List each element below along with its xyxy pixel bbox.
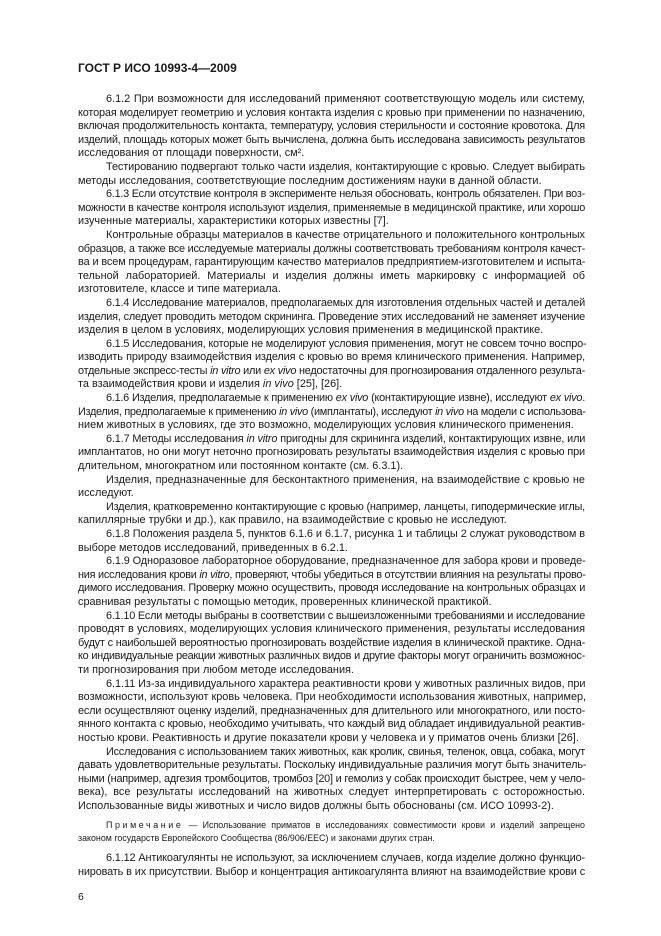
text-line [78, 147, 585, 161]
italic-term: ex vivo [335, 392, 369, 405]
paragraph [78, 297, 585, 338]
text-line [78, 474, 585, 488]
text-line [78, 746, 585, 760]
text-line [78, 460, 585, 474]
text-line [78, 188, 585, 202]
document-header-title: ГОСТ Р ИСО 10993-4—2009 [78, 61, 237, 75]
text-run: образцов, а также все исследуемые материалы должны соответствовать требованиям контроля качест- [78, 242, 585, 255]
text-run: 6.1.7 Методы исследования [106, 432, 247, 445]
text-line [78, 691, 585, 705]
paragraph [78, 746, 585, 814]
text-line [78, 311, 585, 325]
text-line [78, 637, 585, 651]
text-line [78, 623, 585, 637]
text-line [78, 759, 585, 773]
text-line [78, 528, 585, 542]
text-line [78, 365, 585, 379]
italic-term: in vivo [279, 405, 308, 418]
text-line [78, 419, 585, 433]
text-run: та взаимодействия крови и изделия [78, 378, 263, 391]
paragraph [78, 188, 585, 229]
text-line [78, 678, 585, 692]
text-run: длительном, многократном или постоянном контакте (см. 6.3.1). [78, 460, 404, 473]
paragraph [78, 610, 585, 678]
text-run: изученные материалы, характеристики которых известны [7]. [78, 215, 389, 228]
body-text-continued [78, 852, 585, 879]
text-run: Использованные виды животных и число видов должны быть обоснованы (см. ИСО 10993-2). [78, 799, 554, 812]
text-run: ко индивидуальные реакции животных различных видов и другие факторы могут ограничить возможнос- [78, 650, 585, 663]
text-run: которая моделирует геометрию и условия контакта изделия с кровью при применении по назначению, [78, 106, 585, 119]
text-line [78, 718, 585, 732]
text-line [78, 773, 585, 787]
text-line [78, 650, 585, 664]
text-run: проводят в условиях, моделирующих условия клинического применения, результаты исследования [78, 623, 585, 636]
text-run: димого исследования. Проверку можно осуществить, проводя исследование на контрольных образцах и [78, 582, 585, 595]
note-text: законом государств Европейского Сообщества (86/906/EEC) и законами других стран. [78, 833, 435, 843]
text-run: 6.1.6 Изделия, предполагаемые к применению [106, 392, 336, 405]
text-line [78, 351, 585, 365]
paragraph [78, 555, 585, 609]
text-run: [25], [26]. [293, 378, 343, 391]
text-run: нием животных в условиях, где это возможно, моделирующих условия клинического применения. [78, 419, 574, 432]
paragraph [78, 474, 585, 501]
text-line [78, 664, 585, 678]
text-run: изделия в целом в условиях, моделирующих условия применения в медицинской практике. [78, 324, 544, 337]
text-line [78, 283, 585, 297]
paragraph [78, 338, 585, 392]
italic-term: in vitro [199, 568, 230, 581]
paragraph [78, 852, 585, 879]
text-line [78, 433, 585, 447]
note-text: — Использование приматов в исследованиях совместимости крови и изделий запрещено [183, 820, 585, 830]
note [78, 819, 585, 845]
text-run: давать удовлетворительные результаты. Поскольку индивидуальные различия могут быть значитель- [78, 759, 587, 772]
text-line [78, 852, 585, 866]
text-run: на модели с использова- [463, 405, 586, 418]
text-run: (имплантаты), исследуют [307, 405, 436, 418]
paragraph [78, 433, 585, 474]
text-line [78, 107, 585, 121]
text-line [78, 596, 585, 610]
text-line [78, 392, 585, 406]
text-run: Изделия, кратковременно контактирующие с кровью (например, ланцеты, гиподермические иглы, [106, 500, 585, 513]
text-line [78, 610, 585, 624]
text-line [78, 229, 585, 243]
text-line [78, 501, 585, 515]
text-run: можности в качестве контроля используют изделия, применяемые в медицинской практике, или хорошо [78, 201, 585, 214]
paragraph [78, 161, 585, 188]
text-line [78, 202, 585, 216]
italic-term: in vitro [210, 364, 241, 377]
text-run: (контактирующие извне), исследуют [368, 392, 550, 405]
text-run: Контрольные образцы материалов в качестве отрицательного и положительного контрольных [106, 228, 585, 241]
note-label: Примечание [106, 820, 184, 830]
text-run: 6.1.4 Исследование материалов, предполагаемых для изготовления отдельных частей и деталей [106, 296, 585, 309]
text-run: Тестированию подвергают только части изделия, контактирующие с кровью. Следует выбирать [106, 160, 585, 173]
text-line [78, 297, 585, 311]
text-run: пригодны для скрининга изделий, контактирующих извне, или [277, 432, 586, 445]
text-run: сравнивая результаты с помощью методик, проверенных клинической практикой. [78, 595, 492, 608]
text-run: ния исследования крови [78, 568, 200, 581]
note-line [78, 832, 585, 845]
text-run: изводить природу взаимодействия изделия с кровью во время клинического применения. Например, [78, 351, 585, 364]
text-run: недостаточны для прогнозирования отдаленного результа- [296, 364, 585, 377]
text-line [78, 270, 585, 284]
text-run: 6.1.3 Если отсутствие контроля в эксперименте нельзя обосновать, контроль обязателен. При воз- [106, 188, 585, 201]
text-run: . [582, 392, 585, 405]
text-line [78, 487, 585, 501]
text-run: 6.1.10 Если методы выбраны в соответствии с вышеизложенными требованиями и исследование [106, 609, 585, 622]
text-line [78, 786, 585, 800]
text-run: ва и всем процедурам, гарантирующим качество материалов предприятием-изготовителем и испыта- [78, 256, 586, 269]
text-line [78, 446, 585, 460]
text-run: изготовителе, классе и типе материала. [78, 283, 281, 296]
text-run: изделия, следует проводить методом скрининга. Проведение этих исследований не заменяет изучение [78, 310, 585, 323]
text-line [78, 866, 585, 880]
italic-term: ex vivo [263, 364, 297, 377]
text-run: Изделия, предназначенные для бесконтактного применения, на взаимодействие с кровью не [106, 473, 585, 486]
text-run: века), все результаты исследований на животных следует интерпретировать с осторожностью. [78, 786, 585, 799]
text-run: исследования от площади поверхности, см². [78, 147, 305, 160]
text-line [78, 175, 585, 189]
italic-term: in vitro [246, 432, 278, 445]
text-line [78, 406, 585, 420]
text-line [78, 705, 585, 719]
text-run: или [240, 364, 264, 377]
text-run: исследуют. [78, 487, 134, 500]
text-run: изделий, площадь которых может быть вычислена, должна быть исследована зависимость результатов [78, 133, 585, 146]
text-line [78, 514, 585, 528]
text-run: выборе методов исследований, приведенных в 6.2.1. [78, 541, 348, 554]
text-line [78, 93, 585, 107]
text-run: ными (например, адгезия тромбоцитов, тромбоз [20] и гемолиз у собак происходит быстрее, чем у чело- [78, 772, 585, 785]
paragraph [78, 678, 585, 746]
text-run: Исследования с использованием таких животных, как кролик, свинья, теленок, овца, собака, могут [106, 745, 585, 758]
page-number: 6 [78, 891, 84, 903]
text-run: 6.1.11 Из-за индивидуального характера реактивности крови у животных различных видов, при [106, 677, 586, 690]
text-run: 6.1.2 При возможности для исследований применяют соответствующую модель или систему, [106, 93, 585, 105]
text-run: янного контакта с кровью, необходимо учитывать, что каждый вид обладает индивидуальной реактив- [78, 718, 585, 731]
text-run: включая продолжительность контакта, температуру, условия стерильности и состояние кровотока. Для [78, 120, 585, 133]
text-line [78, 542, 585, 556]
text-line [78, 120, 585, 134]
text-line [78, 243, 585, 257]
text-run: Изделия, предполагаемые к применению [78, 405, 280, 418]
text-line [78, 161, 585, 175]
text-run: 6.1.5 Исследования, которые не моделируют условия применения, могут не совсем точно воспро- [106, 337, 587, 350]
text-line [78, 555, 585, 569]
italic-term: in vivo [435, 405, 464, 418]
text-run: 6.1.8 Положения раздела 5, пунктов 6.1.6 и 6.1.7, рисунка 1 и таблицы 2 служат руководством в [106, 528, 585, 540]
text-run: капиллярные трубки и др.), как правило, на взаимодействие с кровью не исследуют. [78, 514, 507, 527]
italic-term: in vivo [262, 378, 294, 391]
text-run: имплантатов, но они могут неточно прогнозировать результаты взаимодействия изделия с кровью при [78, 446, 585, 459]
text-line [78, 324, 585, 338]
paragraph [78, 528, 585, 555]
text-run: возможности, используют кровь человека. При необходимости использования животных, например, [78, 691, 587, 704]
text-line [78, 800, 585, 814]
body-text [78, 93, 585, 813]
text-line [78, 732, 585, 746]
text-run: отдельные экспресс-тесты [78, 364, 211, 377]
text-run: , проверяют, чтобы убедиться в отсутствии влияния на результаты прово- [229, 568, 586, 581]
paragraph [78, 392, 585, 433]
text-line [78, 569, 585, 583]
text-line [78, 256, 585, 270]
text-run: ностью крови. Реактивность и другие показатели крови у человека и у приматов очень близки [26]. [78, 731, 579, 744]
text-run: 6.1.9 Одноразовое лабораторное оборудование, предназначенное для забора крови и проведе- [106, 555, 586, 568]
paragraph [78, 229, 585, 297]
text-run: нировать в их присутствии. Выбор и концентрация антикоагулянта влияют на взаимодействие крови с [78, 865, 585, 878]
text-line [78, 134, 585, 148]
italic-term: ex vivo [549, 392, 583, 405]
text-line [78, 338, 585, 352]
text-run: если осуществляют оценку изделий, предназначенных для длительного или многократного, или посто- [78, 704, 585, 717]
text-run: 6.1.12 Антикоагулянты не используют, за исключением случаев, когда изделие должно функцио- [106, 852, 585, 864]
paragraph [78, 501, 585, 528]
text-run: тельной лабораторией. Материалы и изделия должны иметь маркировку с информацией об [78, 269, 585, 282]
text-line [78, 215, 585, 229]
paragraph [78, 93, 585, 161]
text-run: будут с наибольшей вероятностью прогнозировать воздействие изделия в клинической практике. Одна- [78, 636, 585, 649]
text-run: ти прогнозирования при любом методе исследования. [78, 663, 354, 676]
text-line [78, 378, 585, 392]
text-line [78, 582, 585, 596]
text-run: методы исследования, соответствующие последним достижениям науки в данной области. [78, 174, 542, 187]
note-line [78, 819, 585, 832]
